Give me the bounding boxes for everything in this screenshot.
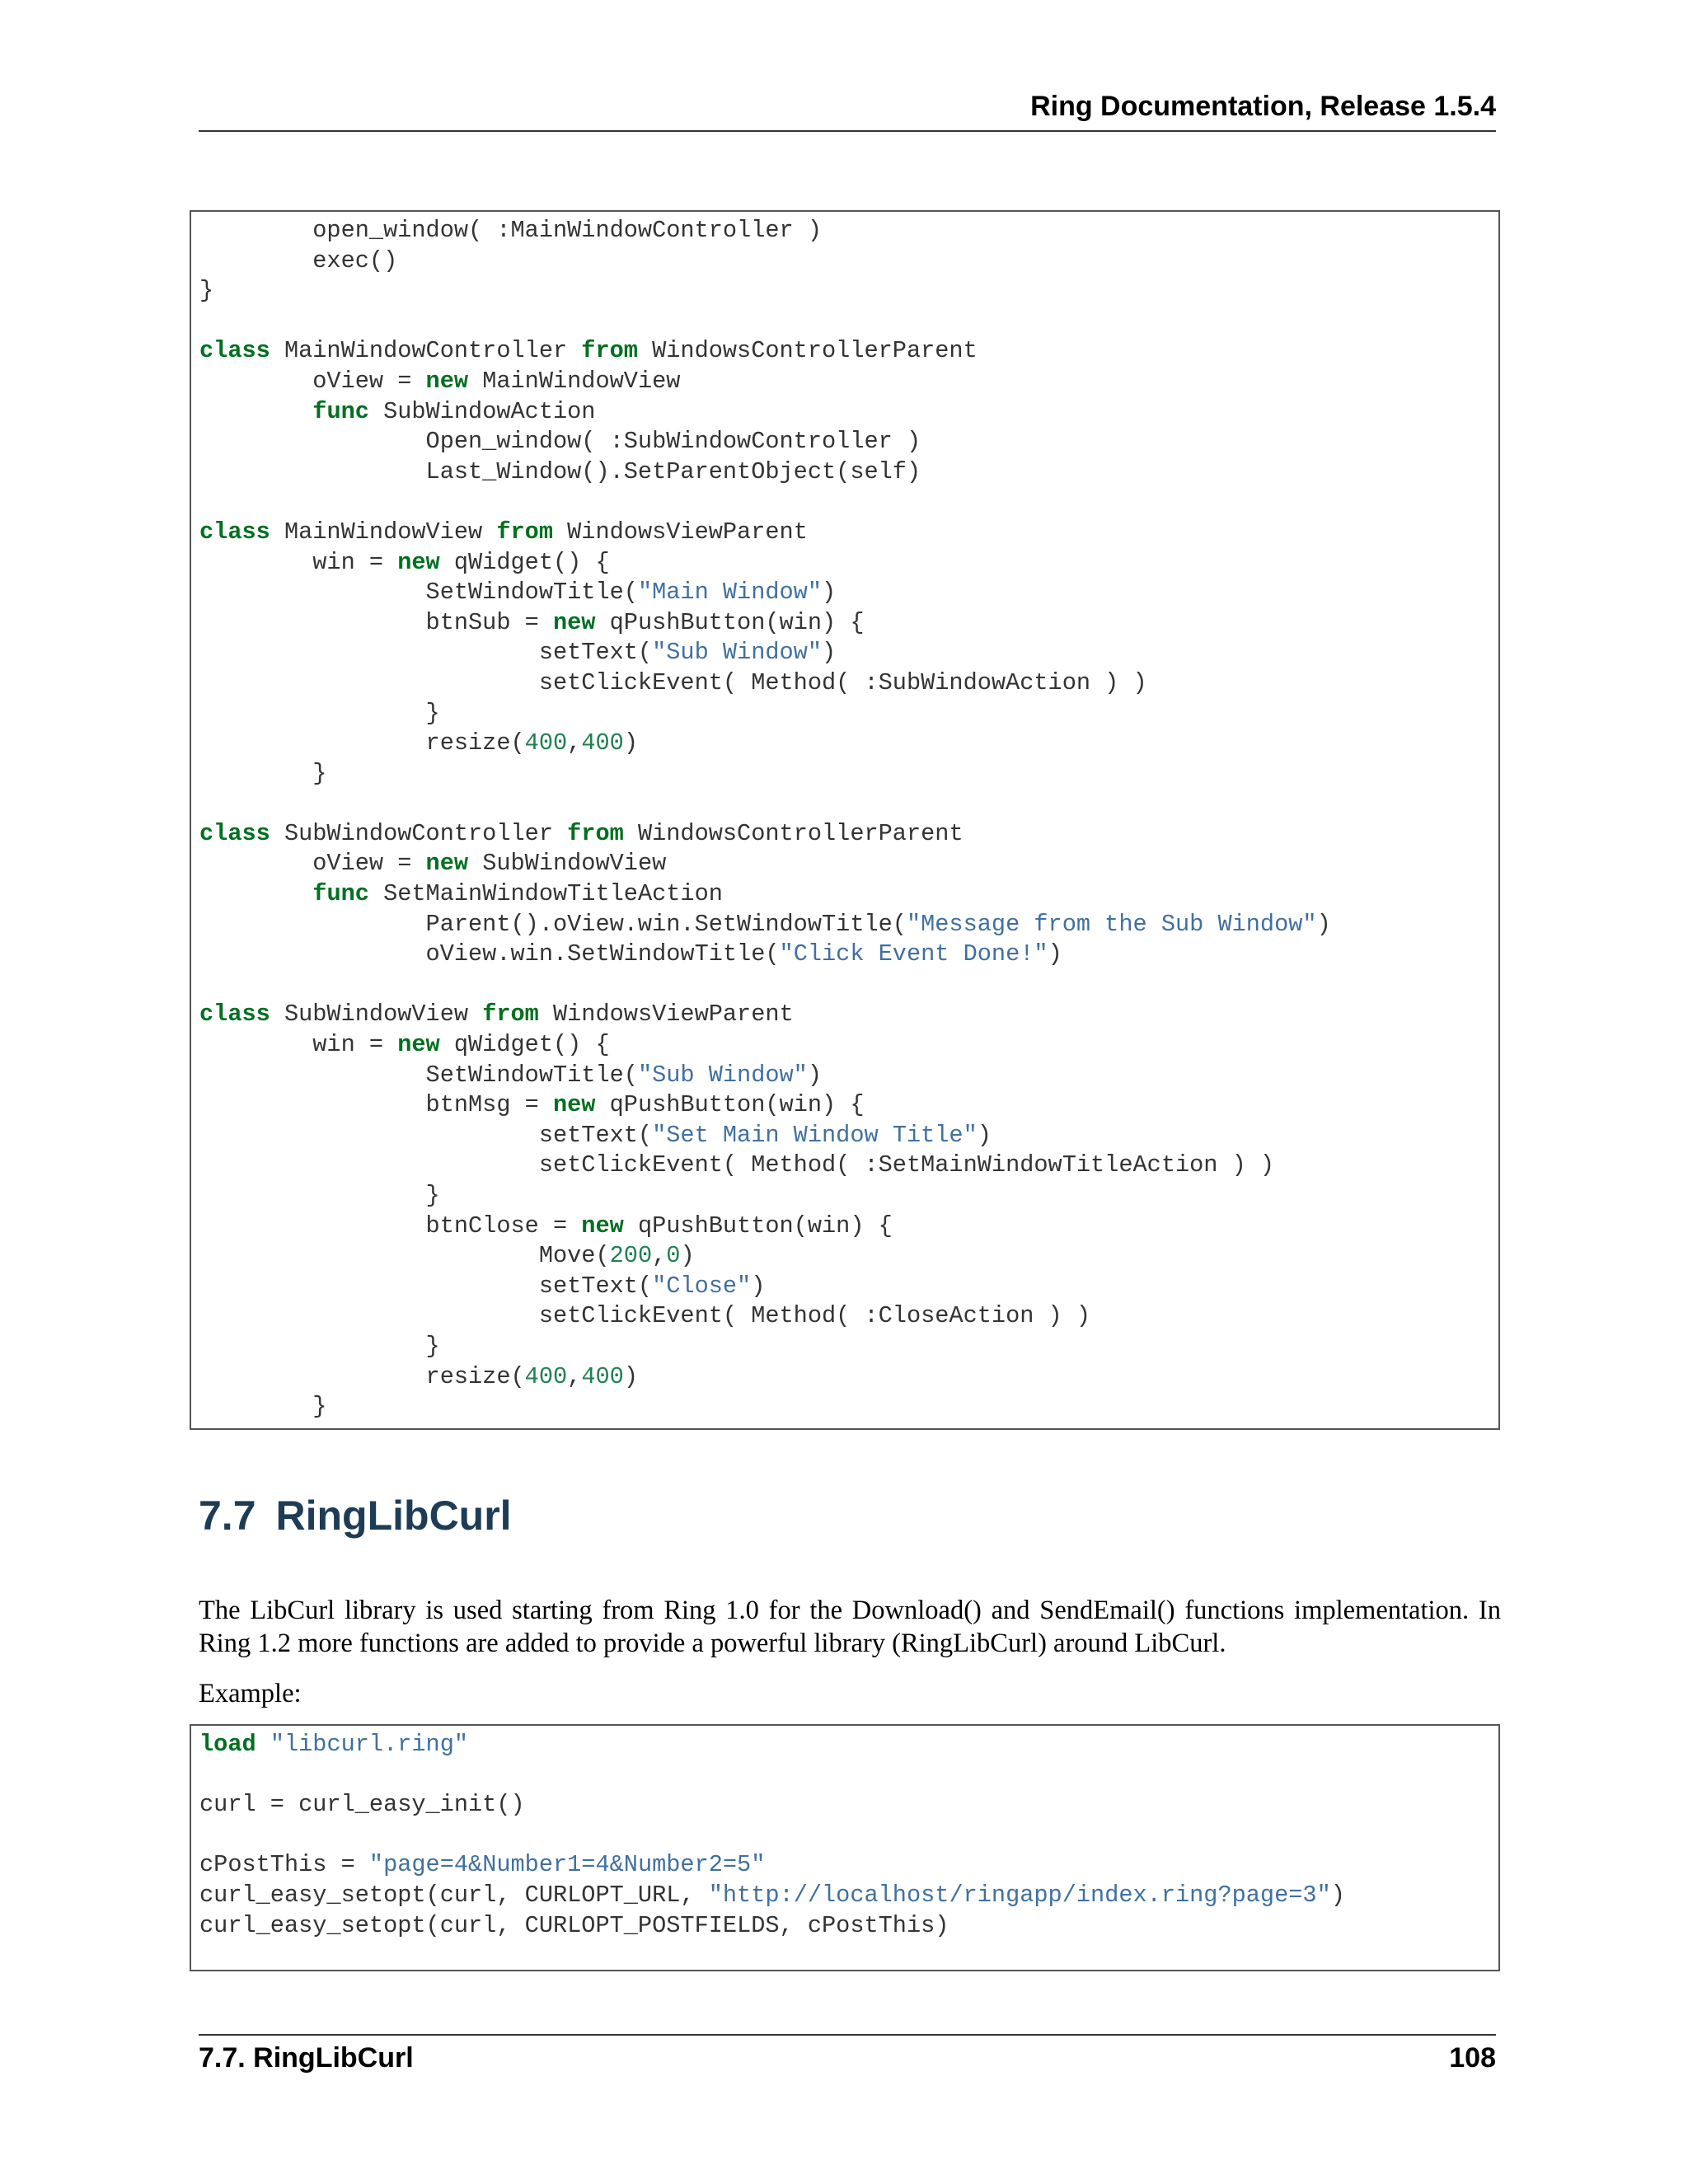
code-text: ) (807, 1061, 823, 1089)
code-text: SubWindowView (468, 850, 667, 878)
code-keyword: class (199, 1001, 270, 1029)
code-text: setText( (199, 639, 653, 667)
code-text: exec() (199, 246, 398, 274)
code-line (199, 367, 1498, 397)
code-keyword: load (199, 1731, 256, 1758)
code-line (199, 879, 1498, 910)
code-text: , (567, 729, 582, 757)
code-keyword: func (312, 397, 369, 425)
code-text: qPushButton(win) { (623, 1212, 893, 1240)
page-number: 108 (1449, 2042, 1496, 2074)
code-text: MainWindowView (468, 367, 681, 395)
code-text: Move( (199, 1242, 610, 1270)
code-line (199, 638, 1498, 668)
code-keyword: new (397, 548, 440, 576)
code-keyword: class (199, 337, 270, 365)
code-line (199, 307, 1498, 337)
code-line (199, 849, 1498, 879)
code-line (199, 699, 1498, 729)
code-text: SubWindowController (270, 819, 568, 847)
code-keyword: func (312, 880, 369, 908)
code-line (199, 1332, 1498, 1362)
code-line (199, 1090, 1498, 1121)
code-string: "Click Event Done!" (779, 940, 1048, 968)
code-string: "http://localhost/ringapp/index.ring?page=3" (708, 1881, 1331, 1909)
code-line (199, 970, 1498, 1001)
code-keyword: from (496, 518, 553, 546)
code-text: SetWindowTitle( (199, 1061, 638, 1089)
code-line (199, 729, 1498, 759)
code-string: "Close" (652, 1272, 752, 1300)
code-text: ) (623, 1362, 638, 1390)
code-keyword: new (425, 367, 469, 395)
code-text: WindowsControllerParent (623, 819, 964, 847)
section-number: 7.7 (199, 1493, 256, 1539)
code-listing-1 (199, 216, 1498, 1422)
code-text: btnClose = (199, 1212, 582, 1240)
code-line (199, 1392, 1498, 1422)
code-text: open_window( :MainWindowController ) (199, 217, 822, 244)
code-line (199, 1881, 1498, 1911)
code-text: ) (751, 1272, 766, 1300)
code-number: 0 (666, 1242, 681, 1270)
code-text: SubWindowAction (368, 397, 596, 425)
code-line (199, 1181, 1498, 1212)
code-text: win = (199, 1031, 398, 1059)
code-text: curl_easy_setopt(curl, CURLOPT_URL, (199, 1881, 709, 1909)
code-string: "Sub Window" (652, 639, 823, 667)
code-text: } (199, 1182, 440, 1209)
code-text: MainWindowController (270, 337, 582, 365)
code-line (199, 819, 1498, 850)
code-text: ) (977, 1121, 992, 1149)
code-text: setClickEvent( Method( :SubWindowAction ) ) (199, 668, 1147, 696)
code-string: "libcurl.ring" (270, 1731, 469, 1758)
code-text: resize( (199, 1362, 525, 1390)
code-line (199, 910, 1498, 940)
code-text: btnMsg = (199, 1091, 553, 1119)
code-keyword: new (425, 850, 469, 878)
code-text: qPushButton(win) { (595, 1091, 865, 1119)
code-text: ) (822, 579, 837, 607)
code-line (199, 1730, 1498, 1760)
example-label: Example: (199, 1679, 302, 1708)
code-string: "Sub Window" (637, 1061, 808, 1089)
code-text: Parent().oView.win.SetWindowTitle( (199, 910, 907, 938)
footer-section-ref: 7.7. RingLibCurl (199, 2042, 414, 2074)
running-header-title: Ring Documentation, Release 1.5.4 (1030, 91, 1496, 122)
code-line (199, 1151, 1498, 1181)
intro-paragraph: The LibCurl library is used starting from Ring 1.0 for the Download() and SendEmail() functions implementation. In Ring 1.2 more functions are added to provide a powerful library (RingLibCurl) around LibCurl. (199, 1596, 1501, 1658)
code-string: "page=4&Number1=4&Number2=5" (368, 1851, 766, 1879)
code-line (199, 548, 1498, 579)
code-line (199, 1121, 1498, 1151)
code-text: qWidget() { (439, 548, 610, 576)
code-text: oView = (199, 850, 426, 878)
code-text: setText( (199, 1121, 653, 1149)
code-text: oView.win.SetWindowTitle( (199, 940, 780, 968)
code-text: } (199, 1332, 440, 1360)
code-line (199, 1212, 1498, 1242)
code-text: SubWindowView (270, 1001, 483, 1029)
code-string: "Message from the Sub Window" (906, 910, 1317, 938)
code-line (199, 578, 1498, 608)
code-line (199, 940, 1498, 970)
code-text: qPushButton(win) { (595, 608, 865, 636)
section-title: RingLibCurl (275, 1493, 512, 1539)
code-line (199, 1911, 1498, 1942)
code-line (199, 1850, 1498, 1881)
code-text: ) (1316, 910, 1331, 938)
code-text: ) (623, 729, 638, 757)
code-text: curl = curl_easy_init() (199, 1791, 525, 1819)
code-line (199, 276, 1498, 307)
code-text: oView = (199, 367, 426, 395)
header-rule (199, 130, 1496, 132)
code-text: , (652, 1242, 667, 1270)
code-number: 400 (524, 729, 568, 757)
code-text: } (199, 759, 327, 787)
code-line (199, 1941, 1498, 1971)
code-text: setText( (199, 1272, 653, 1300)
code-line (199, 1760, 1498, 1791)
code-text: SetMainWindowTitleAction (368, 880, 723, 908)
code-line (199, 1301, 1498, 1332)
code-text (256, 1731, 270, 1758)
code-number: 200 (609, 1242, 653, 1270)
footer-rule (199, 2034, 1496, 2036)
code-text: resize( (199, 729, 525, 757)
code-text: WindowsViewParent (538, 1001, 794, 1029)
code-text: curl_easy_setopt(curl, CURLOPT_POSTFIELDS, cPostThis) (199, 1911, 950, 1939)
code-text: setClickEvent( Method( :CloseAction ) ) (199, 1302, 1091, 1330)
code-line (199, 1030, 1498, 1061)
code-line (199, 759, 1498, 790)
code-line (199, 397, 1498, 428)
code-text: ) (1330, 1881, 1345, 1909)
code-text: MainWindowView (270, 518, 497, 546)
code-text: } (199, 1393, 327, 1421)
code-number: 400 (524, 1362, 568, 1390)
code-line (199, 457, 1498, 488)
code-line (199, 216, 1498, 246)
code-text: WindowsControllerParent (637, 337, 978, 365)
code-line (199, 668, 1498, 699)
code-string: "Main Window" (637, 579, 823, 607)
code-keyword: new (581, 1212, 624, 1240)
code-text (199, 880, 312, 907)
code-keyword: from (581, 337, 638, 365)
code-text: Last_Window().SetParentObject(self) (199, 457, 921, 485)
code-block-window-controllers[interactable] (190, 210, 1500, 1430)
code-block-libcurl-example[interactable] (190, 1724, 1500, 1971)
code-line (199, 427, 1498, 457)
code-text: } (199, 699, 440, 727)
code-line (199, 246, 1498, 277)
code-listing-2 (199, 1730, 1498, 1971)
code-text (199, 398, 312, 425)
code-line (199, 1790, 1498, 1821)
code-line (199, 789, 1498, 819)
code-text: win = (199, 548, 398, 576)
code-text: SetWindowTitle( (199, 579, 638, 607)
code-line (199, 1272, 1498, 1302)
section-heading (199, 1492, 512, 1540)
code-text: , (567, 1362, 582, 1390)
code-keyword: new (552, 608, 596, 636)
code-text: ) (680, 1242, 695, 1270)
code-keyword: from (567, 819, 624, 847)
code-keyword: class (199, 518, 270, 546)
code-number: 400 (581, 1362, 624, 1390)
code-line (199, 1362, 1498, 1393)
code-text: btnSub = (199, 608, 553, 636)
code-line (199, 1061, 1498, 1091)
code-line (199, 1821, 1498, 1851)
code-line (199, 608, 1498, 639)
code-text: Open_window( :SubWindowController ) (199, 428, 921, 456)
code-keyword: from (482, 1001, 539, 1029)
code-keyword: new (552, 1091, 596, 1119)
code-text: setClickEvent( Method( :SetMainWindowTitleAction ) ) (199, 1151, 1275, 1179)
code-line (199, 336, 1498, 367)
code-text: } (199, 277, 214, 305)
code-number: 400 (581, 729, 624, 757)
code-text: ) (822, 639, 837, 667)
code-keyword: new (397, 1031, 440, 1059)
code-text: qWidget() { (439, 1031, 610, 1059)
code-line (199, 1000, 1498, 1030)
code-text: ) (1048, 940, 1062, 968)
code-string: "Set Main Window Title" (652, 1121, 978, 1149)
code-text: WindowsViewParent (552, 518, 808, 546)
code-line (199, 487, 1498, 518)
code-line (199, 1241, 1498, 1272)
code-keyword: class (199, 819, 270, 847)
code-text: cPostThis = (199, 1851, 369, 1879)
code-line (199, 518, 1498, 548)
